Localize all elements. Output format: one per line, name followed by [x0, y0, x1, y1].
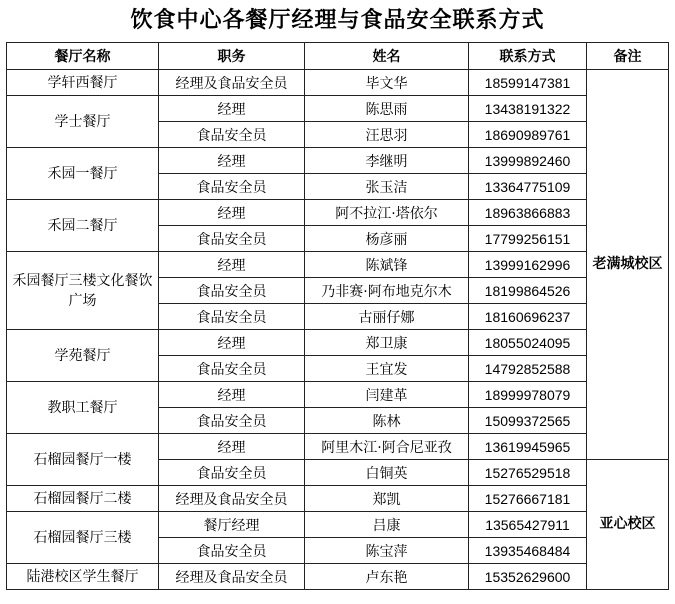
- header-phone: 联系方式: [469, 43, 587, 70]
- role-cell: 经理: [159, 96, 305, 122]
- role-cell: 经理及食品安全员: [159, 486, 305, 512]
- role-cell: 食品安全员: [159, 226, 305, 252]
- restaurant-name: 学轩西餐厅: [7, 70, 159, 96]
- role-cell: 食品安全员: [159, 174, 305, 200]
- role-cell: 食品安全员: [159, 122, 305, 148]
- table-row: [7, 486, 669, 512]
- campus-note: 老满城校区: [587, 70, 669, 460]
- table-row: [7, 330, 669, 356]
- role-cell: 经理: [159, 148, 305, 174]
- role-cell: 经理及食品安全员: [159, 70, 305, 96]
- name-cell: 吕康: [305, 512, 469, 538]
- phone-cell: 13999892460: [469, 148, 587, 174]
- role-cell: 食品安全员: [159, 304, 305, 330]
- page-title: 饮食中心各餐厅经理与食品安全联系方式: [130, 8, 545, 33]
- restaurant-name: 石榴园餐厅三楼: [7, 512, 159, 564]
- header-note: 备注: [587, 43, 669, 70]
- name-cell: 闫建革: [305, 382, 469, 408]
- name-cell: 汪思羽: [305, 122, 469, 148]
- name-cell: 郑卫康: [305, 330, 469, 356]
- restaurant-name: 学士餐厅: [7, 96, 159, 148]
- phone-cell: 13565427911: [469, 512, 587, 538]
- name-cell: 陈思雨: [305, 96, 469, 122]
- name-cell: 陈斌锋: [305, 252, 469, 278]
- phone-cell: 18160696237: [469, 304, 587, 330]
- contact-table: [6, 42, 669, 590]
- name-cell: 张玉洁: [305, 174, 469, 200]
- phone-cell: 13364775109: [469, 174, 587, 200]
- table-row: [7, 200, 669, 226]
- role-cell: 食品安全员: [159, 356, 305, 382]
- name-cell: 阿不拉江·塔依尔: [305, 200, 469, 226]
- role-cell: 餐厅经理: [159, 512, 305, 538]
- role-cell: 经理: [159, 434, 305, 460]
- role-cell: 食品安全员: [159, 460, 305, 486]
- phone-cell: 13999162996: [469, 252, 587, 278]
- role-cell: 食品安全员: [159, 538, 305, 564]
- phone-cell: 15099372565: [469, 408, 587, 434]
- restaurant-name: 教职工餐厅: [7, 382, 159, 434]
- name-cell: 卢东艳: [305, 564, 469, 590]
- restaurant-name: 石榴园餐厅二楼: [7, 486, 159, 512]
- name-cell: 王宜发: [305, 356, 469, 382]
- phone-cell: 18199864526: [469, 278, 587, 304]
- name-cell: 白铜英: [305, 460, 469, 486]
- phone-cell: 13935468484: [469, 538, 587, 564]
- restaurant-name: 禾园二餐厅: [7, 200, 159, 252]
- table-row: [7, 148, 669, 174]
- role-cell: 食品安全员: [159, 278, 305, 304]
- table-row: [7, 96, 669, 122]
- restaurant-name: 禾园餐厅三楼文化餐饮广场: [7, 252, 159, 330]
- header-name: 姓名: [305, 43, 469, 70]
- header-role: 职务: [159, 43, 305, 70]
- phone-cell: 18690989761: [469, 122, 587, 148]
- name-cell: 李继明: [305, 148, 469, 174]
- campus-note: 亚心校区: [587, 460, 669, 590]
- role-cell: 经理: [159, 200, 305, 226]
- name-cell: 乃非赛·阿布地克尔木: [305, 278, 469, 304]
- table-row: [7, 252, 669, 278]
- name-cell: 古丽仔娜: [305, 304, 469, 330]
- restaurant-name: 陆港校区学生餐厅: [7, 564, 159, 590]
- restaurant-name: 禾园一餐厅: [7, 148, 159, 200]
- restaurant-name: 学苑餐厅: [7, 330, 159, 382]
- phone-cell: 15276667181: [469, 486, 587, 512]
- role-cell: 食品安全员: [159, 408, 305, 434]
- table-row: [7, 382, 669, 408]
- name-cell: 陈林: [305, 408, 469, 434]
- phone-cell: 18999978079: [469, 382, 587, 408]
- role-cell: 经理及食品安全员: [159, 564, 305, 590]
- name-cell: 陈宝萍: [305, 538, 469, 564]
- role-cell: 经理: [159, 330, 305, 356]
- role-cell: 经理: [159, 382, 305, 408]
- phone-cell: 18055024095: [469, 330, 587, 356]
- name-cell: 杨彦丽: [305, 226, 469, 252]
- phone-cell: 15276529518: [469, 460, 587, 486]
- phone-cell: 13619945965: [469, 434, 587, 460]
- name-cell: 郑凯: [305, 486, 469, 512]
- name-cell: 阿里木江·阿合尼亚孜: [305, 434, 469, 460]
- table-row: [7, 434, 669, 460]
- role-cell: 经理: [159, 252, 305, 278]
- phone-cell: 14792852588: [469, 356, 587, 382]
- restaurant-name: 石榴园餐厅一楼: [7, 434, 159, 486]
- table-row: [7, 512, 669, 538]
- phone-cell: 15352629600: [469, 564, 587, 590]
- phone-cell: 18599147381: [469, 70, 587, 96]
- phone-cell: 13438191322: [469, 96, 587, 122]
- table-row: [7, 564, 669, 590]
- header-row: [7, 43, 669, 70]
- table-body: [7, 70, 669, 590]
- phone-cell: 17799256151: [469, 226, 587, 252]
- phone-cell: 18963866883: [469, 200, 587, 226]
- name-cell: 毕文华: [305, 70, 469, 96]
- header-restaurant: 餐厅名称: [7, 43, 159, 70]
- table-row: [7, 70, 669, 96]
